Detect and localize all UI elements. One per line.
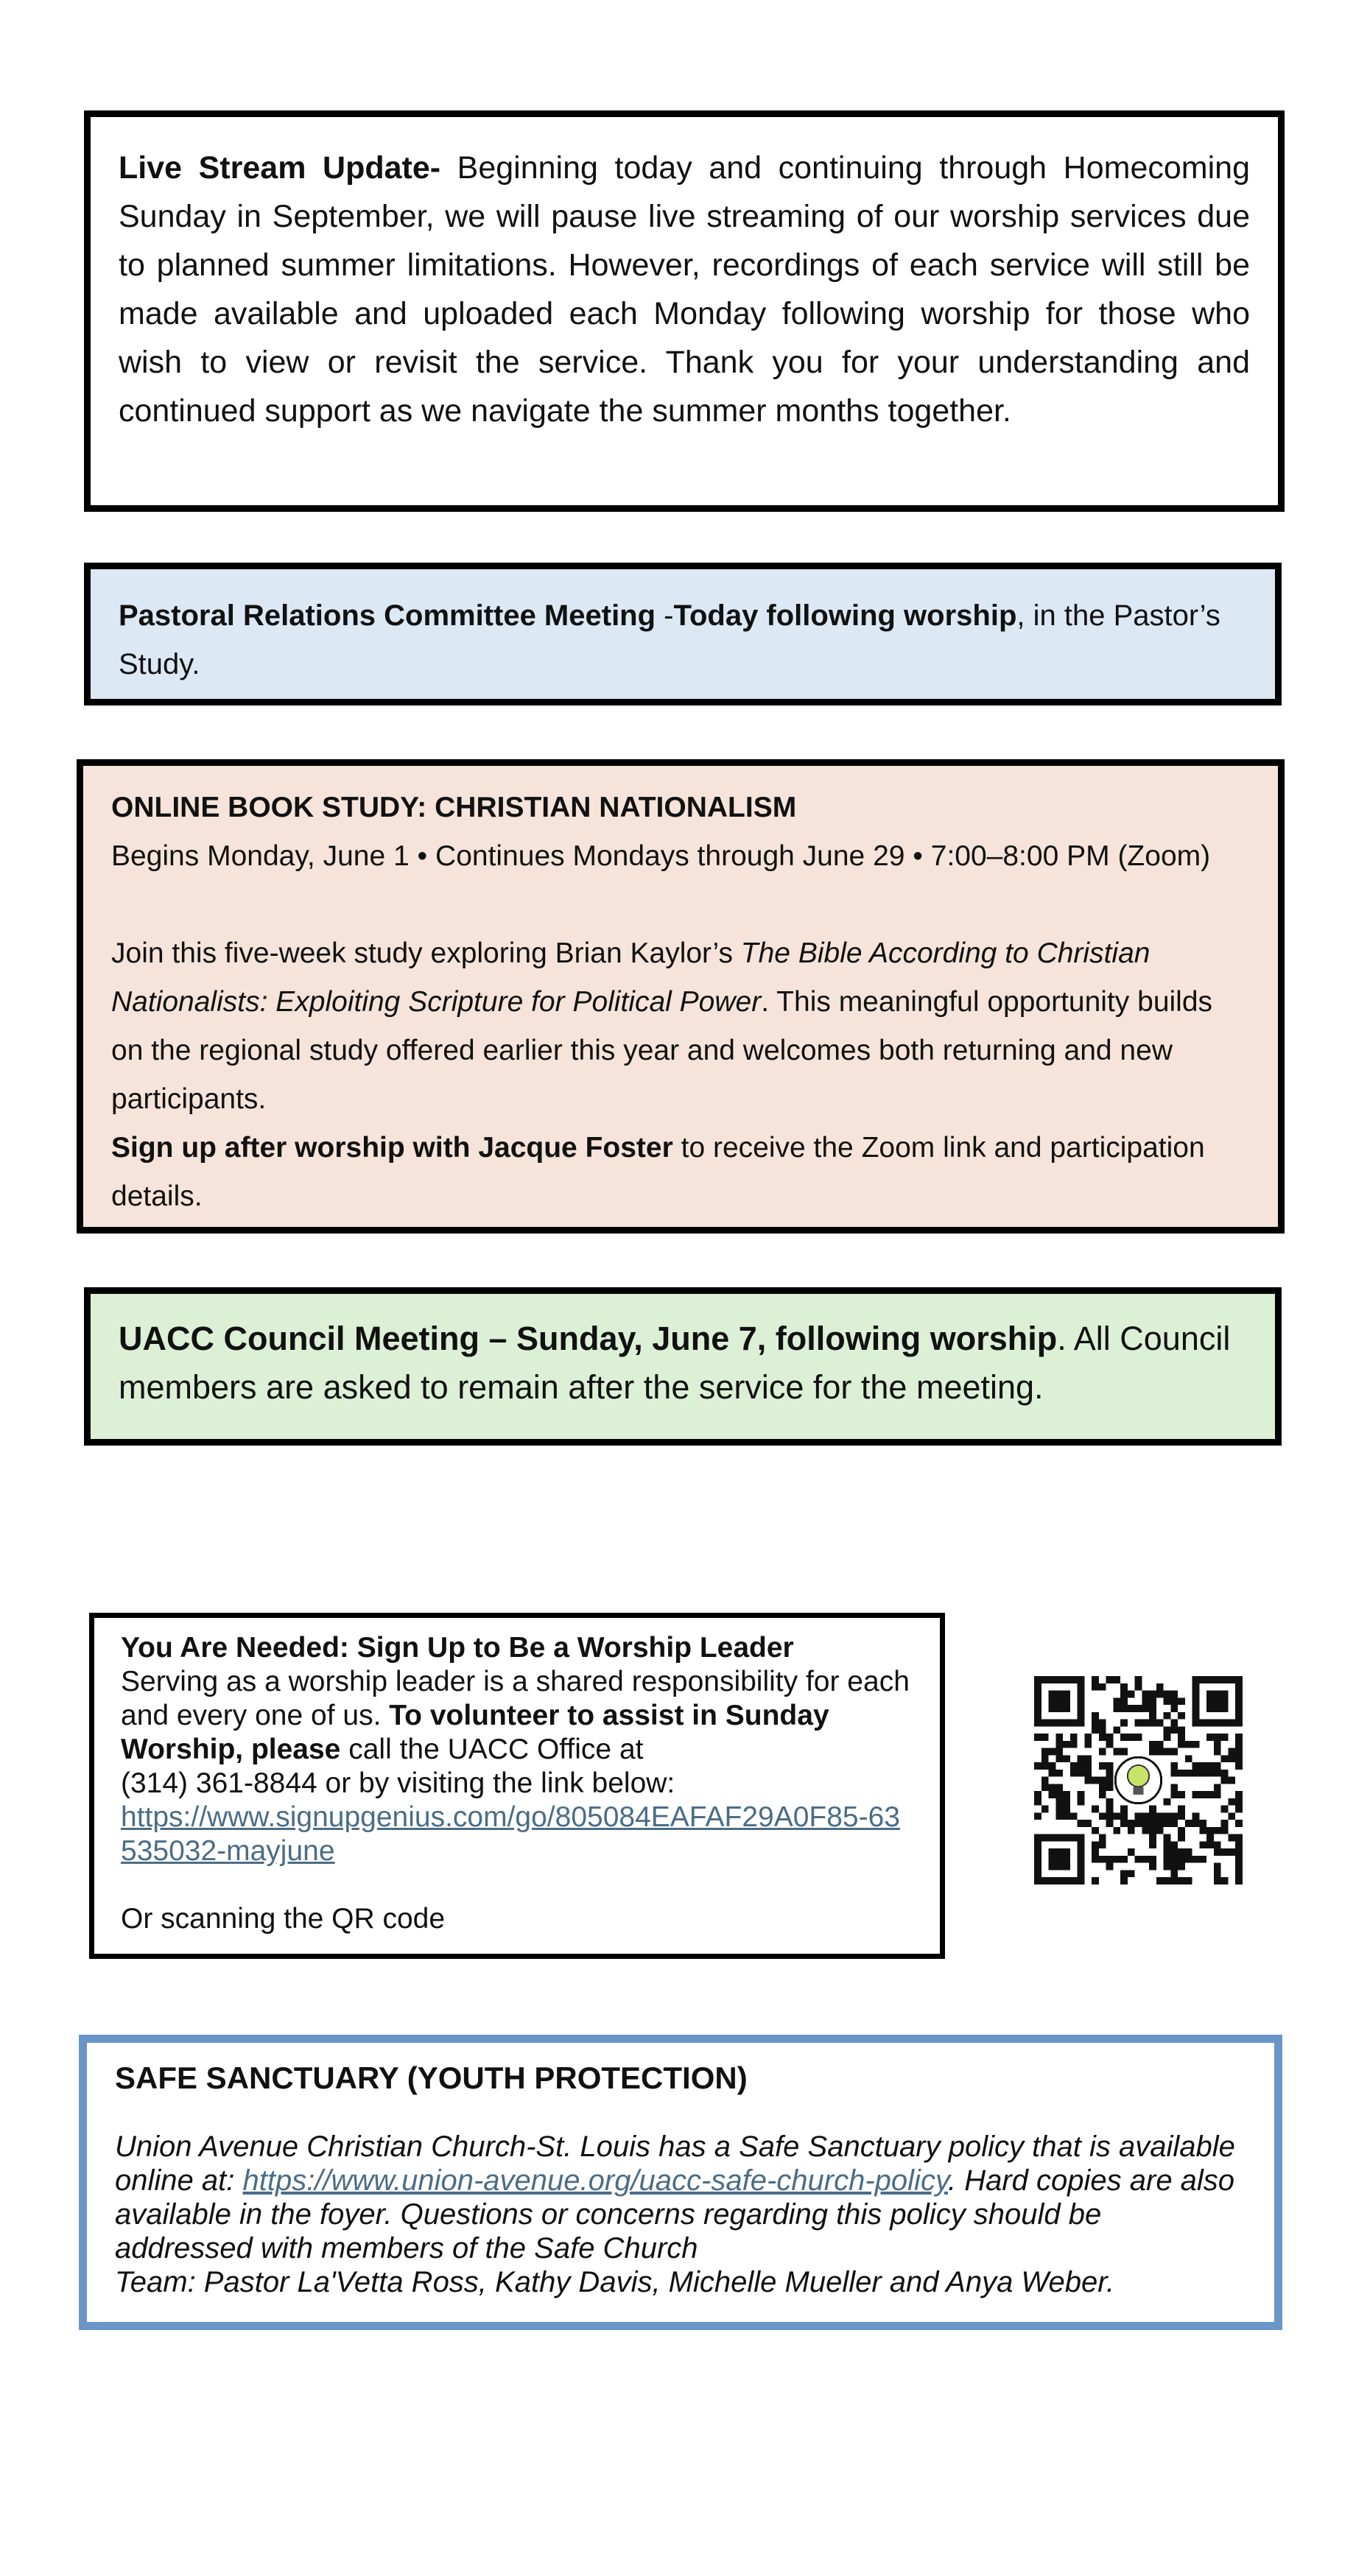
worship-leader-box [89,1613,945,1959]
pastoral-rest: , in the Pastor’s Study. [119,599,1220,680]
book-title: The Bible According to Christian Nationalists: Exploiting Scripture for Political Power [111,937,1151,1018]
book-study-signup [111,1124,1250,1221]
pastoral-dash: - [656,599,674,632]
signup-link[interactable]: https://www.signupgenius.com/go/805084EAFAF29A0F85-63535032-mayjune [121,1801,900,1867]
live-stream-heading: Live Stream Update- [119,150,441,186]
safe-sanctuary-title: SAFE SANCTUARY (YOUTH PROTECTION) [115,2061,748,2095]
worship-leader-phone: (314) 361-8844 or by visiting the link below: [121,1767,675,1799]
council-heading: UACC Council Meeting – Sunday, June 7, following worship [119,1320,1058,1357]
book-study-title: ONLINE BOOK STUDY: CHRISTIAN NATIONALISM [111,792,797,823]
council-meeting-box [84,1287,1282,1446]
pastoral-paragraph [119,591,1247,689]
worship-leader-body [121,1665,913,1767]
safe-sanctuary-box [79,2035,1282,2330]
worship-leader-bold: To volunteer to assist in Sunday Worship, please [121,1700,829,1765]
spacer [121,1868,913,1902]
book-study-body: . This meaningful opportunity builds on the regional study offered earlier this year and welcomes both returning and new participants. [111,986,1213,1115]
council-rest: . All Council members are asked to remain after the service for the meeting. [119,1320,1231,1406]
live-stream-body: Beginning today and continuing through Homecoming Sunday in September, we will pause live streaming of our worship services due to planned summer limitations. However, recordings of each service will still be made available and uploaded each Monday following worship for those who wish to view or revisit the service. Thank you for your understanding and continued support as we navigate the summer months together. [119,150,1250,429]
spacer [111,881,1250,929]
qr-instruction: Or scanning the QR code [121,1903,446,1935]
book-study-description [111,929,1250,1124]
pastoral-relations-box [84,563,1282,705]
live-stream-paragraph [119,144,1250,435]
safe-church-policy-link[interactable]: https://www.union-avenue.org/uacc-safe-church-policy [242,2164,948,2197]
pastoral-when: Today following worship [673,599,1017,632]
safe-sanctuary-team: Team: Pastor La'Vetta Ross, Kathy Davis, Michelle Mueller and Anya Weber. [115,2266,1115,2298]
pastoral-heading: Pastoral Relations Committee Meeting [119,599,656,632]
book-study-box [77,759,1285,1234]
worship-leader-title: You Are Needed: Sign Up to Be a Worship Leader [121,1632,794,1664]
safe-sanctuary-text2: . Hard copies are also available in the foyer. Questions or concerns regarding this policy should be addressed with members of the Safe Church [115,2164,1235,2264]
safe-sanctuary-text1: Union Avenue Christian Church-St. Louis has a Safe Sanctuary policy that is available online at: [115,2130,1235,2197]
council-paragraph [119,1315,1247,1412]
book-study-intro: Join this five-week study exploring Brian Kaylor’s [111,937,741,969]
worship-leader-line2: call the UACC Office at [340,1734,644,1765]
book-study-schedule: Begins Monday, June 1 • Continues Mondays through June 29 • 7:00–8:00 PM (Zoom) [111,840,1211,872]
worship-leader-line1: Serving as a worship leader is a shared responsibility for each and every one of us. [121,1666,910,1731]
book-study-signup-bold: Sign up after worship with Jacque Foster [111,1132,673,1164]
live-stream-update-box [84,110,1285,512]
qr-code-icon[interactable] [1034,1676,1243,1885]
book-study-signup-rest: to receive the Zoom link and participation details. [111,1132,1205,1212]
safe-sanctuary-text [115,2130,1246,2265]
